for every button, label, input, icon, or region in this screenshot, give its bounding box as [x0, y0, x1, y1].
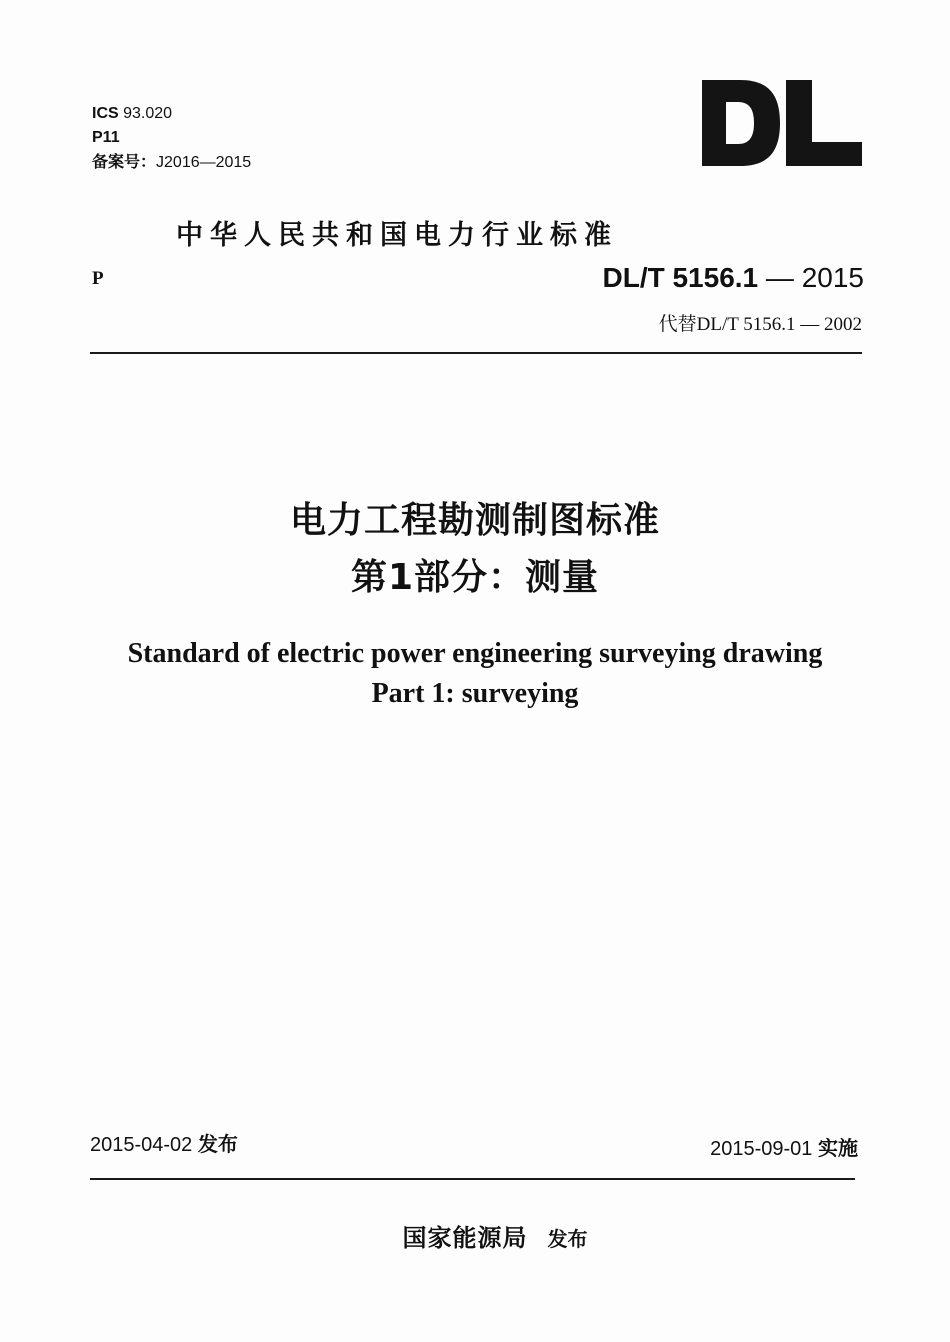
- bottom-divider: [90, 1178, 855, 1180]
- publisher-name: 国家能源局: [402, 1223, 528, 1252]
- filing-value: J2016—2015: [156, 154, 252, 171]
- replaces-standard: 代替DL/T 5156.1 — 2002: [658, 314, 862, 335]
- logo-letter-l: [786, 80, 862, 166]
- standard-year: 2015: [801, 262, 864, 293]
- industry-standard-title: 中华人民共和国电力行业标准: [176, 220, 618, 251]
- filing-label: 备案号：: [92, 154, 157, 171]
- impl-date-suffix: 实施: [818, 1136, 858, 1160]
- dl-logo: [700, 78, 864, 168]
- filing-number: [92, 153, 251, 173]
- class-letter: P: [92, 268, 104, 289]
- classification-code: P11: [92, 129, 120, 146]
- ics-value: 93.020: [123, 105, 173, 122]
- ics-code: [92, 104, 172, 124]
- title-en-line2: Part 1: surveying: [371, 678, 579, 709]
- title-en-line1: Standard of electric power engineering surveying drawing: [127, 638, 823, 669]
- title-cn-line2: 第1部分：测量: [350, 557, 600, 598]
- issue-date-value: 2015-04-02: [90, 1134, 193, 1156]
- top-divider: [90, 352, 862, 354]
- issue-date: [90, 1128, 238, 1157]
- standard-code: DL/T 5156.1: [602, 262, 759, 293]
- ics-label: ICS: [92, 105, 119, 122]
- impl-date-value: 2015-09-01: [710, 1138, 813, 1160]
- publisher-verb: 发布: [547, 1227, 588, 1251]
- issue-date-suffix: 发布: [197, 1132, 238, 1156]
- logo-letter-d: [702, 80, 780, 166]
- standard-dash: —: [758, 262, 802, 293]
- title-cn-line1: 电力工程勘测制图标准: [289, 500, 660, 541]
- standard-number: [603, 262, 865, 294]
- publisher: [0, 1218, 950, 1253]
- implementation-date: [710, 1132, 858, 1161]
